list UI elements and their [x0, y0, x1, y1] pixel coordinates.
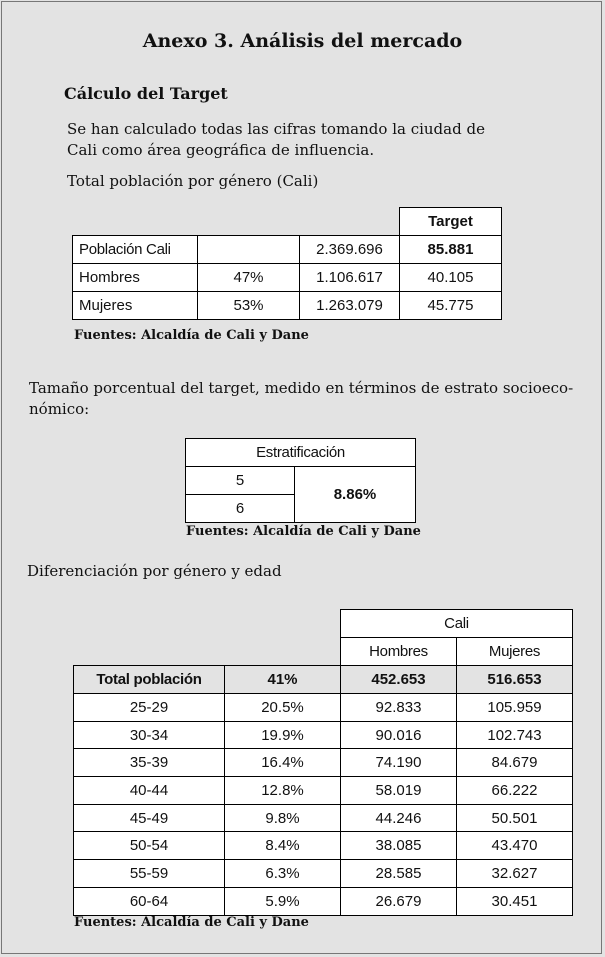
row-label: Población Cali — [73, 236, 198, 264]
age-pct: 5.9% — [225, 887, 341, 915]
table3-caption: Diferenciación por género y edad — [27, 562, 282, 580]
table-row — [186, 467, 416, 495]
table-row — [73, 236, 502, 264]
table3-source: Fuentes: Alcaldía de Cali y Dane — [74, 915, 309, 930]
age-pct: 9.8% — [225, 804, 341, 832]
table-row — [74, 860, 573, 888]
table-row — [74, 804, 573, 832]
stratification-header: Estratificación — [186, 439, 416, 467]
age-mujeres: 84.679 — [457, 749, 573, 777]
total-mujeres: 516.653 — [457, 666, 573, 694]
age-range: 50-54 — [74, 832, 225, 860]
age-mujeres: 105.959 — [457, 694, 573, 722]
age-pct: 8.4% — [225, 832, 341, 860]
intro-line-1: Se han calculado todas las cifras tomando la ciudad de — [67, 120, 485, 138]
age-range: 40-44 — [74, 777, 225, 805]
age-hombres: 26.679 — [341, 887, 457, 915]
stratification-table — [185, 438, 416, 523]
table-row — [73, 292, 502, 320]
age-pct: 20.5% — [225, 694, 341, 722]
stratum-6: 6 — [186, 495, 295, 523]
age-mujeres: 66.222 — [457, 777, 573, 805]
table2-source: Fuentes: Alcaldía de Cali y Dane — [186, 524, 421, 539]
total-pct: 41% — [225, 666, 341, 694]
mujeres-header: Mujeres — [457, 638, 573, 666]
table-row — [74, 777, 573, 805]
page-title: Anexo 3. Análisis del mercado — [142, 30, 463, 52]
age-hombres: 74.190 — [341, 749, 457, 777]
row-value: 2.369.696 — [300, 236, 400, 264]
table-row — [74, 832, 573, 860]
table2-caption — [29, 378, 573, 420]
intro-paragraph — [67, 119, 485, 161]
section-subtitle: Cálculo del Target — [64, 84, 228, 103]
table-row — [74, 694, 573, 722]
total-hombres: 452.653 — [341, 666, 457, 694]
table1-source: Fuentes: Alcaldía de Cali y Dane — [74, 328, 309, 343]
row-target: 85.881 — [400, 236, 502, 264]
age-gender-table — [73, 609, 573, 916]
row-target: 45.775 — [400, 292, 502, 320]
row-pct: 53% — [198, 292, 300, 320]
table-row — [74, 749, 573, 777]
total-row — [74, 666, 573, 694]
stratum-5: 5 — [186, 467, 295, 495]
age-mujeres: 32.627 — [457, 860, 573, 888]
age-range: 55-59 — [74, 860, 225, 888]
population-table — [72, 207, 502, 320]
age-mujeres: 43.470 — [457, 832, 573, 860]
cali-group-header: Cali — [341, 610, 573, 638]
target-header: Target — [400, 208, 502, 236]
table2-caption-line-2: nómico: — [29, 400, 90, 418]
age-pct: 19.9% — [225, 721, 341, 749]
table-row — [74, 721, 573, 749]
age-hombres: 28.585 — [341, 860, 457, 888]
table2-caption-line-1: Tamaño porcentual del target, medido en términos de estrato socioeco- — [29, 379, 574, 397]
table-row — [74, 887, 573, 915]
row-pct: 47% — [198, 264, 300, 292]
age-range: 35-39 — [74, 749, 225, 777]
age-pct: 12.8% — [225, 777, 341, 805]
table-row — [73, 264, 502, 292]
age-hombres: 44.246 — [341, 804, 457, 832]
age-range: 45-49 — [74, 804, 225, 832]
intro-line-2: Cali como área geográfica de influencia. — [67, 141, 375, 159]
age-mujeres: 30.451 — [457, 887, 573, 915]
row-value: 1.263.079 — [300, 292, 400, 320]
age-mujeres: 102.743 — [457, 721, 573, 749]
age-range: 30-34 — [74, 721, 225, 749]
row-pct — [198, 236, 300, 264]
age-range: 25-29 — [74, 694, 225, 722]
age-range: 60-64 — [74, 887, 225, 915]
age-pct: 16.4% — [225, 749, 341, 777]
stratification-value: 8.86% — [295, 467, 416, 523]
age-pct: 6.3% — [225, 860, 341, 888]
age-mujeres: 50.501 — [457, 804, 573, 832]
row-label: Hombres — [73, 264, 198, 292]
total-label: Total población — [74, 666, 225, 694]
age-hombres: 92.833 — [341, 694, 457, 722]
row-value: 1.106.617 — [300, 264, 400, 292]
hombres-header: Hombres — [341, 638, 457, 666]
row-label: Mujeres — [73, 292, 198, 320]
table1-caption: Total población por género (Cali) — [67, 172, 319, 190]
row-target: 40.105 — [400, 264, 502, 292]
age-hombres: 90.016 — [341, 721, 457, 749]
age-hombres: 58.019 — [341, 777, 457, 805]
age-hombres: 38.085 — [341, 832, 457, 860]
